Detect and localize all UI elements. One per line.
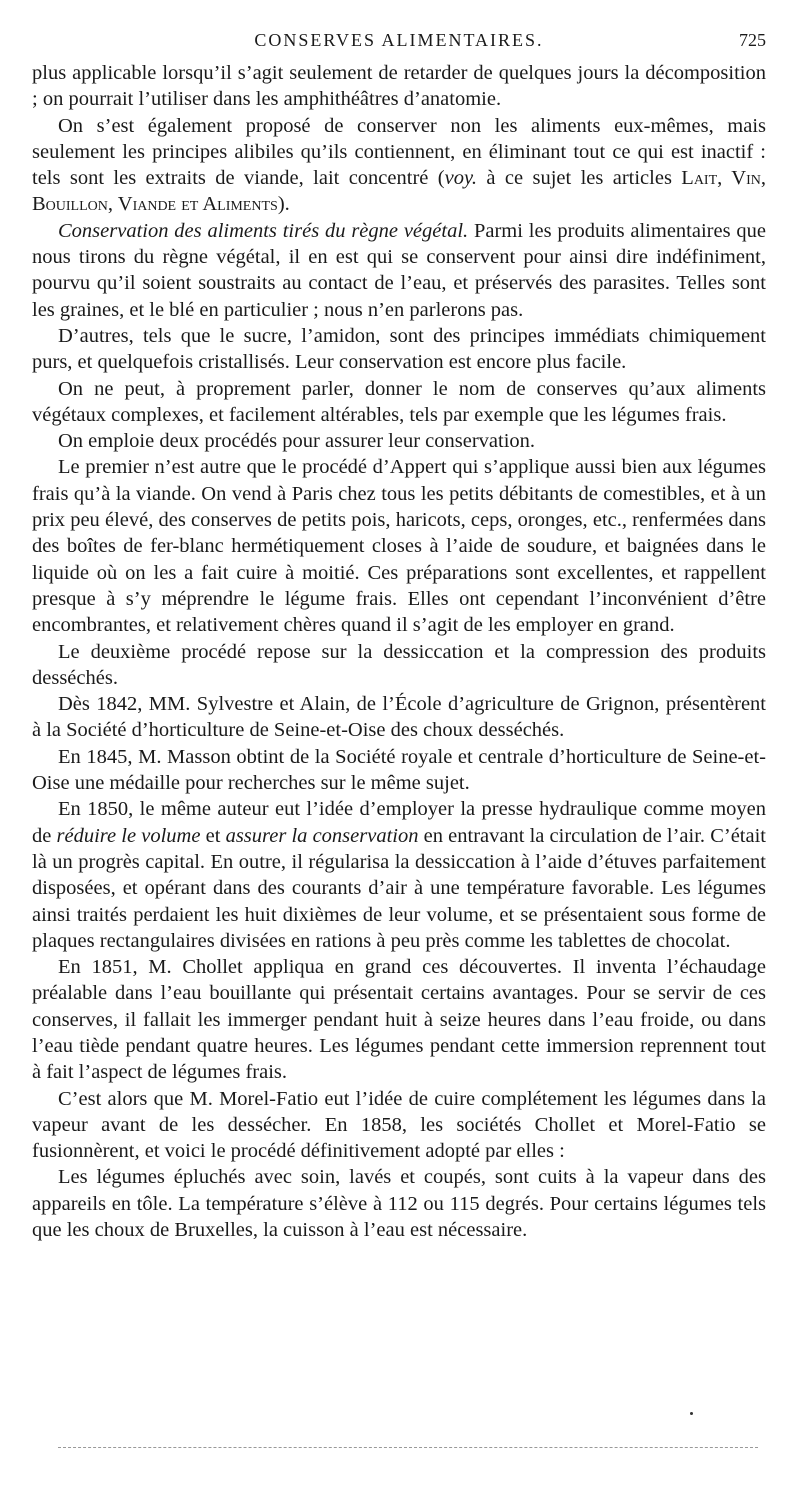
printer-mark — [690, 1412, 693, 1415]
body-text — [32, 60, 766, 1243]
paragraph: C’est alors que M. Morel-Fatio eut l’idée de cuire complétement les légumes dans la vapeur avant de les dessécher. En 1858, les sociétés Chollet et Morel-Fatio se fusionnèrent, et voici le procédé définitivement adopté par elles : — [32, 1087, 766, 1163]
paragraph-text: En 1850, le même auteur eut l’idée d’employer la presse hydraulique comme moyen de — [32, 798, 766, 847]
paragraph-text: Parmi les produits alimentaires que nous tirons du règne végétal, il en est qui se conservent pour ainsi dire indéfiniment, pourvu qu’il soient soustraits au contact de l’eau, et préservés des parasites. Telles sont les graines, et le blé en particulier ; nous n’en parlerons pas. — [32, 219, 766, 321]
paragraph-text: On s’est également proposé de conserver non les aliments eux-mêmes, mais seulement les principes alibiles qu’ils contiennent, en éliminant tout ce qui est inactif : tels sont les extraits de viande, lait concentré ( — [32, 114, 766, 190]
running-title: CONSERVES ALIMENTAIRES. — [254, 30, 544, 50]
paragraph: On ne peut, à proprement parler, donner le nom de conserves qu’aux aliments végétaux complexes, et facilement altérables, tels par exemple que les légumes frais. — [32, 377, 766, 426]
paragraph: D’autres, tels que le sucre, l’amidon, sont des principes immédiats chimiquement purs, et quelquefois cristallisés. Leur conservation est encore plus facile. — [32, 324, 766, 374]
paragraph: On emploie deux procédés pour assurer leur conservation. — [58, 430, 536, 453]
paragraph: Dès 1842, MM. Sylvestre et Alain, de l’École d’agriculture de Grignon, présentèrent à la Société d’horticulture de Seine-et-Oise des choux desséchés. — [32, 693, 766, 742]
emphasis: réduire le volume — [56, 824, 201, 847]
paragraph: En 1845, M. Masson obtint de la Société royale et centrale d’horticulture de Seine-et-Oise une médaille pour recherches sur le même sujet. — [32, 745, 766, 795]
paragraph-text: en entravant la circulation de l’air. C’était là un progrès capital. En outre, il régularisa la dessiccation à l’aide d’étuves parfaitement disposées, et opérant dans des courants d’air à une température favorable. Les légumes ainsi traités perdaient les huit dixièmes de leur volume, et se présentaient sous forme de plaques rectangulaires divisées en rations à peu près comme les tablettes de chocolat. — [32, 824, 766, 952]
footer-rule — [58, 1447, 758, 1448]
paragraph — [32, 796, 766, 954]
emphasis: assurer la conservation — [225, 824, 419, 847]
article-references: Lait, Vin, Bouillon, Viande et Aliments — [32, 167, 766, 216]
paragraph: plus applicable lorsqu’il s’agit seulement de retarder de quelques jours la décomposition ; on pourrait l’utiliser dans les amphithéâtres d’anatomie. — [32, 62, 766, 111]
paragraph: Les légumes épluchés avec soin, lavés et coupés, sont cuits à la vapeur dans des appareils en tôle. La température s’élève à 112 ou 115 degrés. Pour certains légumes tels que les choux de Bruxelles, la cuisson à l’eau est nécessaire. — [32, 1166, 766, 1242]
section-heading: Conservation des aliments tirés du règne végétal. — [58, 219, 469, 242]
paragraph: Le deuxième procédé repose sur la dessiccation et la compression des produits desséchés. — [32, 640, 766, 689]
paragraph-text: à ce sujet les articles — [477, 167, 682, 190]
paragraph — [32, 113, 766, 218]
page-number: 725 — [739, 30, 766, 50]
voy-reference: voy. — [444, 167, 478, 190]
paragraph-text: ). — [277, 193, 290, 216]
page-header — [32, 30, 766, 56]
paragraph: En 1851, M. Chollet appliqua en grand ces découvertes. Il inventa l’échaudage préalable dans l’eau bouillante qui présentait certains avantages. Pour se servir de ces conserves, il fallait les immerger pendant huit à seize heures dans l’eau froide, ou dans l’eau tiède pendant quatre heures. Les légumes pendant cette immersion reprennent tout à fait l’aspect de légumes frais. — [32, 956, 766, 1084]
paragraph — [32, 218, 766, 323]
paragraph-text: et — [200, 824, 226, 847]
paragraph: Le premier n’est autre que le procédé d’Appert qui s’applique aussi bien aux légumes frais qu’à la viande. On vend à Paris chez tous les petits débitants de comestibles, et à un prix peu élevé, des conserves de petits pois, haricots, ceps, oronges, etc., renfermées dans des boîtes de fer-blanc hermétiquement closes à l’aide de soudure, et baignées dans le liquide où on les a fait cuire à moitié. Ces préparations sont excellentes, et rappellent presque à s’y méprendre le légume frais. Elles ont cependant l’inconvénient d’être encombrantes, et relativement chères quand il s’agit de les employer en grand. — [32, 456, 766, 637]
